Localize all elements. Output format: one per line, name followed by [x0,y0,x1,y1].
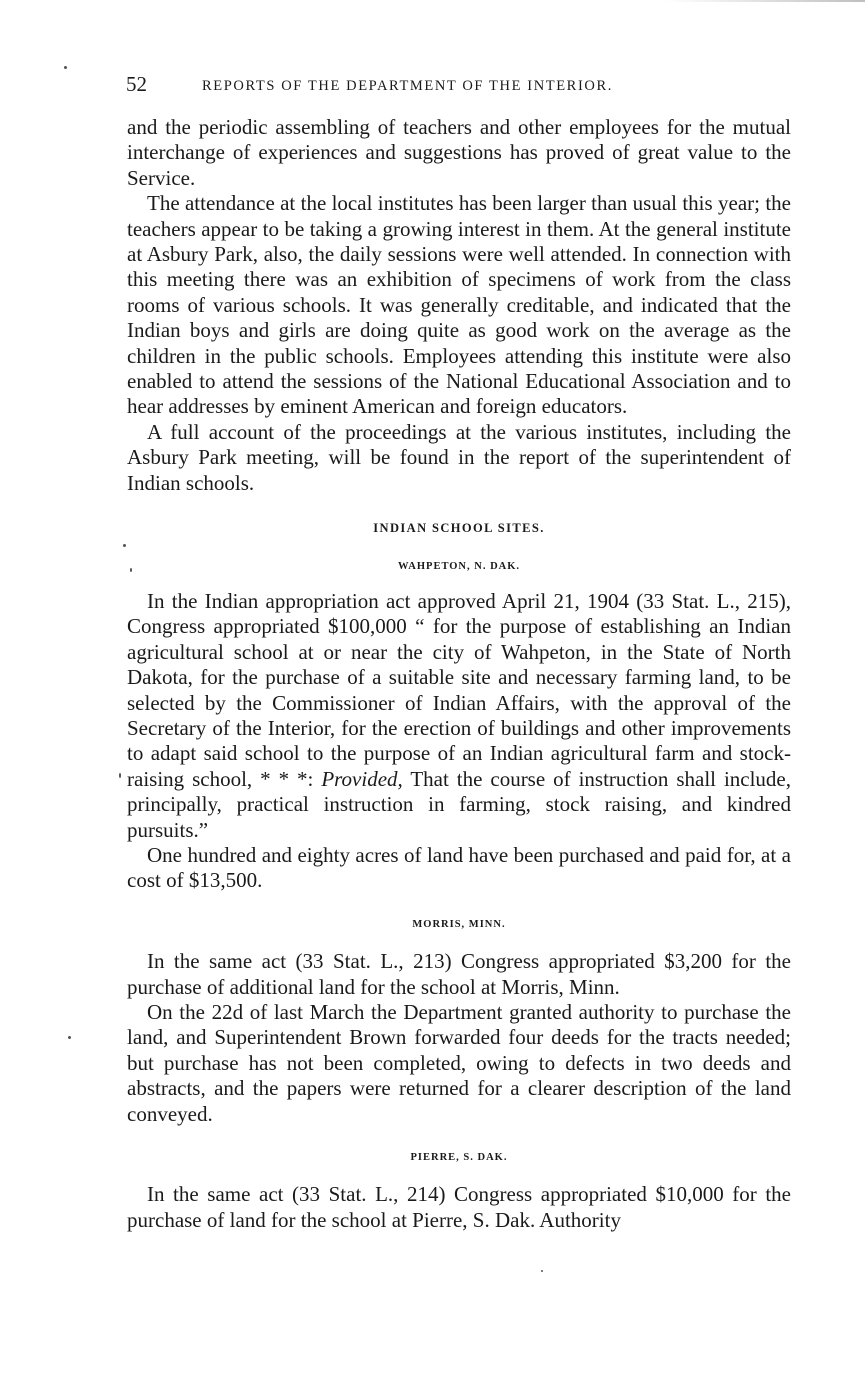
scan-speck [119,773,121,778]
page-header [126,72,796,102]
paragraph-pierre-act: In the same act (33 Stat. L., 214) Congress appropriated $10,000 for the purchase of land for the school at Pierre, S. Dak. Authority [127,1182,791,1232]
subheading-pierre: PIERRE, S. DAK. [410,1152,508,1164]
wahpeton-act-text: In the Indian appropriation act approved April 21, 1904 (33 Stat. L., 215), Congress appropriated $100,000 “ for the purpose of establishing an Indian agricultural school at or near the city of Wahpeton, in the State of North Dakota, for the purchase of a suitable site and necessary farming land, to be selected by the Commissioner of Indian Affairs, with the approval of the Secretary of the Interior, for the erection of buildings and other improvements to adapt said school to the purpose of an Indian agricultural farm and stock-raising school, * * *: [127,588,791,791]
running-head: REPORTS OF THE DEPARTMENT OF THE INTERIOR. [202,78,613,94]
section-heading-indian-school-sites: INDIAN SCHOOL SITES. [373,521,545,536]
paragraph-wahpeton-act [127,589,791,843]
paragraph-continuation: and the periodic assembling of teachers and other employees for the mutual interchange of experiences and suggestions has proved of great value to the Service. [127,115,791,190]
page-edge-shadow [665,0,865,2]
provided-italic: Provided, [321,766,403,791]
wahpeton-act-text-end: That the course of instruction shall include, principally, practical instruction in farming, stock raising, and kindred pursuits.” [127,766,792,842]
subheading-wahpeton: WAHPETON, N. DAK. [397,560,521,572]
scan-speck [130,568,132,572]
body-text [127,115,791,1233]
paragraph-morris-authority: On the 22d of last March the Department granted authority to purchase the land, and Superintendent Brown forwarded four deeds for the tracts needed; but purchase has not been completed, owing to defects in two deeds and abstracts, and the papers were returned for a clearer description of the land conveyed. [127,1000,791,1126]
scan-speck [64,66,67,69]
paragraph-wahpeton-purchase: One hundred and eighty acres of land have been purchased and paid for, at a cost of $13,500. [127,842,791,893]
scan-speck [68,1036,71,1039]
page-number: 52 [126,72,147,96]
paragraph-full-account: A full account of the proceedings at the various institutes, including the Asbury Park meeting, will be found in the report of the superintendent of Indian schools. [127,419,791,495]
paragraph-morris-act: In the same act (33 Stat. L., 213) Congress appropriated $3,200 for the purchase of additional land for the school at Morris, Minn. [127,949,791,999]
subheading-morris: MORRIS, MINN. [412,918,506,930]
scan-speck [123,544,126,547]
scan-speck [541,1270,543,1272]
paragraph-attendance: The attendance at the local institutes has been larger than usual this year; the teachers appear to be taking a growing interest in them. At the general institute at Asbury Park, also, the daily sessions were well attended. In connection with this meeting there was an exhibition of specimens of work from the class rooms of various schools. It was generally creditable, and indicated that the Indian boys and girls are doing quite as good work on the average as the children in the public schools. Employees attending this institute were also enabled to attend the sessions of the National Educational Association and to hear addresses by eminent American and foreign educators. [127,191,791,419]
